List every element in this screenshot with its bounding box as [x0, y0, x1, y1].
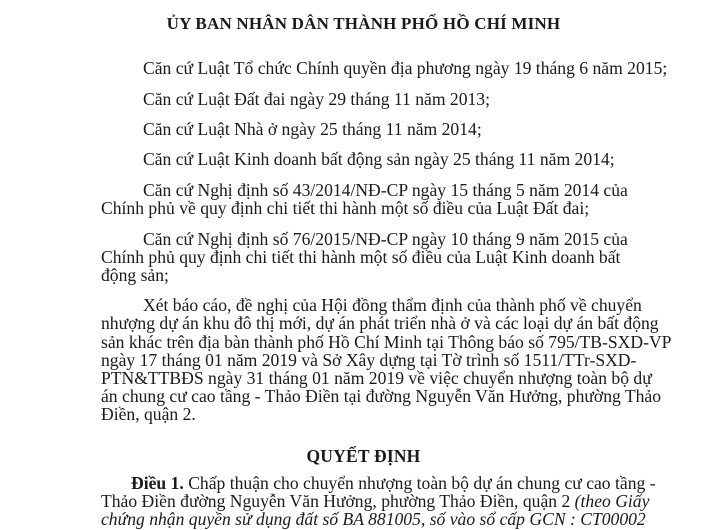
decree-43-line-2: Chính phủ về quy định chi tiết thi hành một số điều của Luật Đất đai;: [101, 198, 590, 218]
article-1-line-1: [131, 473, 656, 493]
consideration-line-5: PTN&TTBĐS ngày 31 tháng 01 năm 2019 về việc chuyển nhượng toàn bộ dự: [101, 368, 652, 388]
decision-title: QUYẾT ĐỊNH: [306, 446, 421, 466]
article-1-line-2-text: Thảo Điền đường Nguyễn Văn Hưởng, phường Thảo Điền, quận 2: [101, 491, 571, 511]
article-1-line-2: [101, 491, 649, 511]
citation-real-estate-business-law: Căn cứ Luật Kinh doanh bất động sản ngày 25 tháng 11 năm 2014;: [143, 149, 615, 169]
article-1-label: Điều 1.: [131, 473, 184, 493]
decree-76-line-3: động sản;: [101, 265, 169, 285]
consideration-line-1: Xét báo cáo, đề nghị của Hội đồng thẩm định của thành phố về chuyển: [143, 295, 642, 315]
article-1-line-1-text: Chấp thuận cho chuyển nhượng toàn bộ dự án chung cư cao tầng -: [188, 473, 656, 493]
article-1-line-3: chứng nhận quyền sử dụng đất số BA 881005, số vào sổ cấp GCN : CT00002: [101, 509, 646, 529]
issuing-authority-header: ỦY BAN NHÂN DÂN THÀNH PHỐ HỒ CHÍ MINH: [166, 14, 561, 33]
citation-housing-law: Căn cứ Luật Nhà ở ngày 25 tháng 11 năm 2014;: [143, 119, 482, 139]
citation-local-government-law: Căn cứ Luật Tổ chức Chính quyền địa phương ngày 19 tháng 6 năm 2015;: [143, 58, 668, 78]
consideration-line-7: Điền, quận 2.: [101, 404, 196, 424]
article-1-line-2-italic: (theo Giấy: [574, 491, 650, 511]
decree-43-line-1: Căn cứ Nghị định số 43/2014/NĐ-CP ngày 15 tháng 5 năm 2014 của: [143, 180, 628, 200]
decree-76-line-1: Căn cứ Nghị định số 76/2015/NĐ-CP ngày 10 tháng 9 năm 2015 của: [143, 229, 628, 249]
consideration-line-3: sản khác trên địa bàn thành phố Hồ Chí Minh tại Thông báo số 795/TB-SXD-VP: [101, 332, 672, 352]
citation-land-law: Căn cứ Luật Đất đai ngày 29 tháng 11 năm 2013;: [143, 89, 490, 109]
consideration-line-4: ngày 17 tháng 01 năm 2019 và Sở Xây dựng tại Tờ trình số 1511/TTr-SXD-: [101, 350, 637, 370]
consideration-line-6: án chung cư cao tầng - Thảo Điền tại đường Nguyễn Văn Hưởng, phường Thảo: [101, 386, 662, 406]
decree-76-line-2: Chính phủ quy định chi tiết thi hành một số điều của Luật Kinh doanh bất: [101, 247, 621, 267]
consideration-line-2: nhượng dự án khu đô thị mới, dự án phát triển nhà ở và các loại dự án bất động: [101, 313, 659, 333]
